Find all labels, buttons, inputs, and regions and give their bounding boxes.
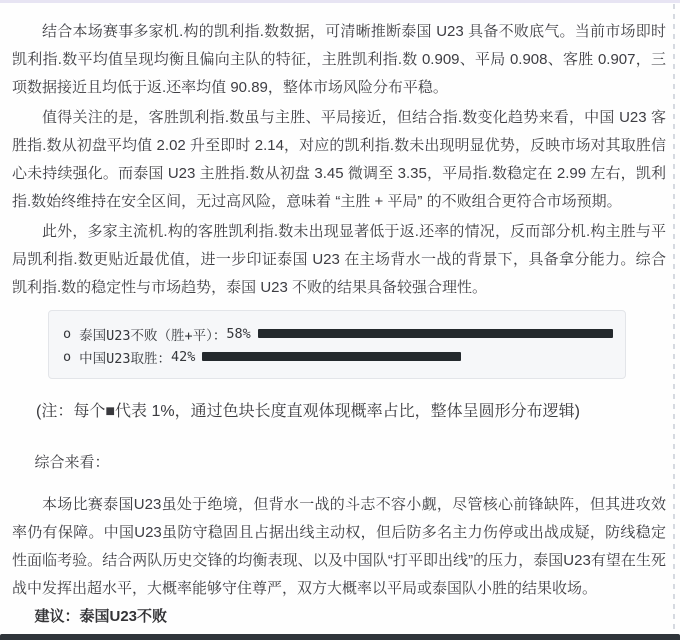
bullet-icon: o — [63, 325, 72, 342]
chart-value-thailand: 58% — [226, 325, 251, 342]
paragraph-kelly-overview: 结合本场赛事多家机.构的凯利指.数数据，可清晰推断泰国 U23 具备不败底气。当前市场即时凯利指.数平均值呈现均衡且偏向主队的特征，主胜凯利指.数 0.909、平局 0.908、客胜 0.907，三项数据接近且均低于返.还率均值 90.89，整体市场风险分布平稳。 — [12, 23, 666, 96]
recommendation-text: 建议：泰国U23不败 — [34, 608, 168, 625]
bottom-edge-bar — [0, 634, 680, 640]
chart-row-china — [61, 345, 613, 368]
chart-label-china: 中国U23取胜： — [79, 350, 172, 367]
probability-bar-thailand — [258, 329, 613, 338]
paragraph-match-summary: 本场比赛泰国U23虽处于绝境，但背水一战的斗志不容小觑，尽管核心前锋缺阵，但其进攻效率仍有保障。中国U23虽防守稳固且占据出线主动权，但后防多名主力伤停或出战成疑，防线稳定性面临考验。结合两队历史交锋的均衡表现、以及中国队“打平即出线”的压力，泰国U23有望在生死战中发挥出超水平，大概率能够守住尊严，双方大概率以平局或泰国队小胜的结果收场。 — [12, 496, 666, 597]
right-dashed-divider — [673, 4, 675, 632]
probability-bar-china — [202, 352, 460, 361]
chart-label-thailand: 泰国U23不败（胜+平）： — [79, 327, 227, 344]
bullet-icon: o — [63, 348, 72, 365]
summary-heading: 综合来看： — [34, 454, 110, 471]
probability-chart-box — [48, 310, 626, 379]
chart-row-thailand — [61, 322, 613, 345]
paragraph-institution-analysis: 此外，多家主流机.构的客胜凯利指.数未出现显著低于返.还率的情况，反而部分机.构主胜与平局凯利指.数更贴近最优值，进一步印证泰国 U23 在主场背水一战的背景下，具备拿分能力。综合凯利指.数的稳定性与市场趋势，泰国 U23 不败的结果具备较强合理性。 — [12, 223, 666, 296]
chart-note: (注：每个■代表 1%，通过色块长度直观体现概率占比，整体呈圆形分布逻辑) — [36, 403, 580, 420]
paragraph-index-trend: 值得关注的是，客胜凯利指.数虽与主胜、平局接近，但结合指.数变化趋势来看，中国 U23 客胜指.数从初盘平均值 2.02 升至即时 2.14，对应的凯利指.数未出现明显优势，反映市场对其取胜信心未持续强化。而泰国 U23 主胜指.数从初盘 3.45 微调至 3.35，平局指.数稳定在 2.99 左右，凯利指.数始终维持在安全区间，无过高风险，意味着 “主胜 + 平局” 的不败组合更符合市场预期。 — [12, 109, 666, 210]
chart-value-china: 42% — [171, 348, 196, 365]
